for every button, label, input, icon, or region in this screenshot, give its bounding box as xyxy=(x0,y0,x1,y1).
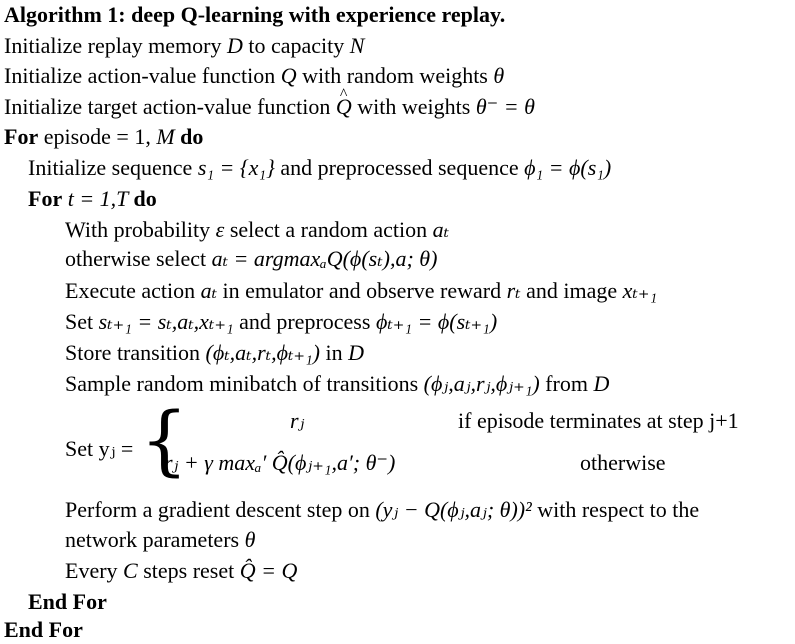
text: Store transition xyxy=(65,340,206,365)
algorithm-title: Algorithm 1: deep Q-learning with experience replay. xyxy=(4,2,506,27)
case1-condition: if episode terminates at step j+1 xyxy=(458,408,739,433)
text: Initialize action-value function xyxy=(4,63,281,88)
math-transition: (ϕₜ,aₜ,rₜ,ϕₜ₊₁) xyxy=(205,340,320,365)
network-parameters-line xyxy=(65,527,255,553)
init-q-line xyxy=(4,63,504,89)
for-episode-line xyxy=(4,124,203,150)
text: with respect to the xyxy=(531,497,700,522)
text: Initialize target action-value function xyxy=(4,94,336,119)
math-theta-eq: θ⁻ = θ xyxy=(475,94,535,119)
math-t-range: t = 1,T xyxy=(62,186,134,211)
case2-value: rⱼ + γ maxₐ′ Q̂(ϕⱼ₊₁,a′; θ⁻) xyxy=(164,450,396,475)
math-loss: (yⱼ − Q(ϕⱼ,aⱼ; θ))² xyxy=(375,497,532,522)
text: episode = 1, xyxy=(38,124,157,149)
text: Perform a gradient descent step on xyxy=(65,497,376,522)
text: Initialize replay memory xyxy=(4,33,227,58)
left-brace: { xyxy=(140,395,189,484)
text: and preprocessed sequence xyxy=(274,155,525,180)
every-c-steps-line xyxy=(65,558,297,584)
text: otherwise select xyxy=(65,246,212,271)
otherwise-select-line xyxy=(65,246,437,272)
text: to capacity xyxy=(242,33,350,58)
text: with random weights xyxy=(296,63,494,88)
math-phi1: ϕ₁ = ϕ(s₁) xyxy=(524,155,612,180)
init-sequence-line xyxy=(28,155,611,181)
math-s-next: sₜ₊₁ = sₜ,aₜ,xₜ₊₁ xyxy=(98,309,234,334)
end-for-outer: End For xyxy=(4,617,83,642)
execute-action-line xyxy=(65,278,657,304)
text: Every xyxy=(65,558,124,583)
math-argmax: aₜ = argmaxₐQ(ϕ(sₜ),a; θ) xyxy=(211,246,438,271)
math-D: D xyxy=(593,371,610,396)
text: with weights xyxy=(351,94,476,119)
text: network parameters xyxy=(65,527,245,552)
case1-value: rⱼ xyxy=(290,408,305,433)
text: and preprocess xyxy=(233,309,376,334)
set-y-label: Set yⱼ = xyxy=(65,436,134,461)
text: in xyxy=(320,340,349,365)
text: and image xyxy=(520,278,623,303)
text: from xyxy=(539,371,594,396)
math-theta: θ xyxy=(493,63,505,88)
math-Qhat: ^ Q xyxy=(336,94,352,120)
with-probability-line xyxy=(65,217,449,243)
math-C: C xyxy=(123,558,138,583)
math-N: N xyxy=(349,33,365,58)
math-Q: Q xyxy=(280,63,297,88)
keyword-do: do xyxy=(133,186,157,211)
math-at: aₜ xyxy=(200,278,218,303)
text: Execute action xyxy=(65,278,201,303)
math-xt1: xₜ₊₁ xyxy=(622,278,658,303)
math-rt: rₜ xyxy=(506,278,521,303)
math-theta: θ xyxy=(244,527,256,552)
text: Set xyxy=(65,309,99,334)
math-at: aₜ xyxy=(432,217,450,242)
text: steps reset xyxy=(137,558,240,583)
keyword-for: For xyxy=(4,124,39,149)
text: With probability xyxy=(65,217,216,242)
math-M: M xyxy=(156,124,175,149)
text: Initialize sequence xyxy=(28,155,198,180)
math-D: D xyxy=(348,340,365,365)
sample-minibatch-line xyxy=(65,371,609,397)
math-phi-next: ϕₜ₊₁ = ϕ(sₜ₊₁) xyxy=(375,309,498,334)
store-transition-line xyxy=(65,340,364,366)
end-for-inner: End For xyxy=(28,589,107,614)
set-s-line xyxy=(65,309,497,335)
math-epsilon: ε xyxy=(215,217,225,242)
text: Sample random minibatch of transitions xyxy=(65,371,424,396)
init-target-line xyxy=(4,94,535,120)
math-s1: s₁ = {x₁} xyxy=(197,155,275,180)
init-replay-line xyxy=(4,33,364,59)
gradient-step-line xyxy=(65,497,699,523)
text: select a random action xyxy=(224,217,433,242)
math-minibatch: (ϕⱼ,aⱼ,rⱼ,ϕⱼ₊₁) xyxy=(423,371,540,396)
case2-condition: otherwise xyxy=(580,450,666,475)
for-t-line xyxy=(28,186,157,212)
math-D: D xyxy=(226,33,243,58)
keyword-for: For xyxy=(28,186,63,211)
math-reset: Q̂ = Q xyxy=(239,558,298,583)
text: in emulator and observe reward xyxy=(217,278,507,303)
keyword-do: do xyxy=(174,124,204,149)
